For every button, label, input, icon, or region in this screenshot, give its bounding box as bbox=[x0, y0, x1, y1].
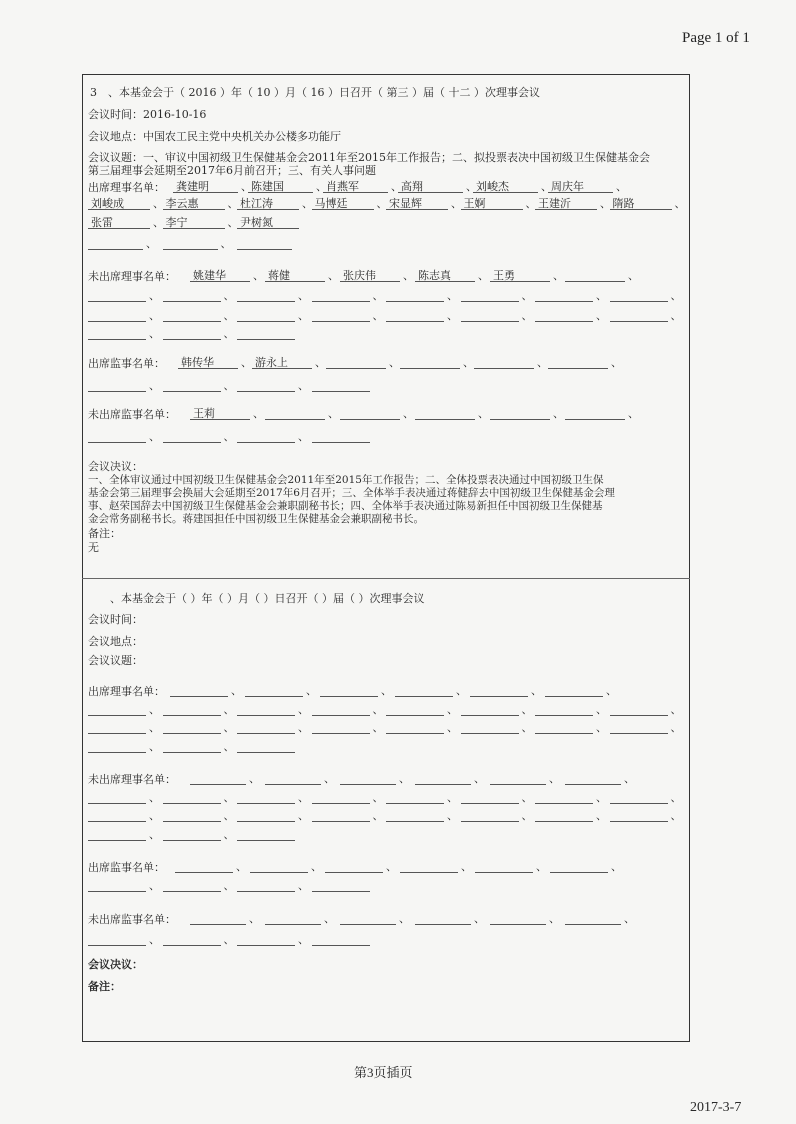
list-separator: 、 bbox=[149, 327, 160, 340]
absent-supervisor-field[interactable] bbox=[565, 913, 621, 925]
meeting1-remarks-value: 无 bbox=[88, 541, 99, 554]
absent-director-field[interactable] bbox=[88, 328, 146, 340]
list-separator: 、 bbox=[223, 721, 235, 734]
absent-supervisor-field[interactable] bbox=[265, 408, 325, 420]
meeting2-attending-directors-label: 出席理事名单： bbox=[88, 685, 165, 698]
list-separator: 、 bbox=[223, 828, 235, 841]
attending-supervisor-field[interactable] bbox=[475, 861, 533, 873]
list-separator: 、 bbox=[227, 197, 239, 210]
absent-director-field[interactable] bbox=[163, 328, 221, 340]
attending-director-field[interactable] bbox=[610, 704, 668, 716]
absent-director-field[interactable] bbox=[610, 290, 668, 302]
attending-director-field[interactable]: 李云惠 bbox=[163, 198, 225, 210]
absent-supervisor-field[interactable] bbox=[415, 408, 475, 420]
attending-supervisor-field[interactable] bbox=[250, 861, 308, 873]
section-divider bbox=[82, 578, 690, 579]
absent-director-field[interactable] bbox=[461, 310, 519, 322]
list-separator: 、 bbox=[628, 407, 639, 420]
list-separator: 、 bbox=[249, 912, 260, 925]
list-separator: 、 bbox=[447, 309, 458, 322]
attending-director-field[interactable] bbox=[312, 704, 370, 716]
list-separator: 、 bbox=[223, 809, 235, 822]
list-separator: 、 bbox=[463, 356, 474, 369]
list-separator: 、 bbox=[328, 269, 339, 282]
list-separator: 、 bbox=[298, 430, 309, 443]
attending-supervisor-field[interactable] bbox=[326, 357, 386, 369]
list-separator: 、 bbox=[536, 860, 547, 873]
list-separator: 、 bbox=[227, 216, 239, 229]
absent-director-field[interactable] bbox=[535, 290, 593, 302]
list-separator: 、 bbox=[253, 407, 264, 420]
attending-supervisor-field[interactable] bbox=[312, 380, 370, 392]
meeting1-topics-line2: 第三届理事会延期至2017年6月前召开；三、有关人事问题 bbox=[88, 164, 376, 177]
list-separator: 、 bbox=[298, 309, 309, 322]
list-separator: 、 bbox=[298, 703, 309, 716]
list-separator: 、 bbox=[223, 879, 235, 892]
meeting2-absent-directors-label: 未出席理事名单： bbox=[88, 773, 176, 786]
attending-director-field[interactable] bbox=[312, 722, 370, 734]
list-separator: 、 bbox=[324, 772, 335, 785]
absent-director-field[interactable] bbox=[565, 773, 621, 785]
list-separator: 、 bbox=[146, 237, 157, 250]
absent-director-field[interactable] bbox=[386, 290, 444, 302]
list-separator: 、 bbox=[298, 933, 309, 946]
attending-director-field[interactable]: 龚建明 bbox=[173, 181, 238, 193]
attending-director-field[interactable] bbox=[470, 685, 528, 697]
attending-supervisor-field[interactable] bbox=[175, 861, 233, 873]
insert-page-label: 第3页插页 bbox=[354, 1065, 413, 1080]
list-separator: 、 bbox=[298, 879, 309, 892]
list-separator: 、 bbox=[149, 721, 160, 734]
attending-director-field[interactable]: 刘峻杰 bbox=[473, 181, 538, 193]
list-separator: 、 bbox=[241, 356, 252, 369]
list-separator: 、 bbox=[670, 289, 682, 302]
list-separator: 、 bbox=[311, 860, 322, 873]
list-separator: 、 bbox=[328, 407, 339, 420]
list-separator: 、 bbox=[670, 809, 682, 822]
absent-director-field[interactable] bbox=[461, 290, 519, 302]
list-separator: 、 bbox=[624, 912, 635, 925]
absent-director-field[interactable]: 蒋健 bbox=[265, 270, 325, 282]
attending-supervisor-field[interactable] bbox=[237, 380, 295, 392]
absent-director-field[interactable] bbox=[237, 829, 295, 841]
absent-director-field[interactable] bbox=[237, 310, 295, 322]
attending-director-field[interactable] bbox=[535, 722, 593, 734]
absent-supervisor-field[interactable] bbox=[88, 431, 146, 443]
list-separator: 、 bbox=[596, 791, 607, 804]
absent-director-field[interactable] bbox=[88, 290, 146, 302]
list-separator: 、 bbox=[478, 269, 489, 282]
list-separator: 、 bbox=[302, 197, 313, 210]
attending-director-field[interactable]: 陈建国 bbox=[248, 181, 313, 193]
list-separator: 、 bbox=[521, 791, 533, 804]
attending-director-field[interactable] bbox=[237, 722, 295, 734]
list-separator: 、 bbox=[596, 309, 607, 322]
attending-supervisor-field[interactable] bbox=[400, 861, 458, 873]
list-separator: 、 bbox=[231, 684, 242, 697]
list-separator: 、 bbox=[521, 721, 533, 734]
list-separator: 、 bbox=[600, 197, 611, 210]
list-separator: 、 bbox=[149, 933, 160, 946]
list-separator: 、 bbox=[236, 860, 247, 873]
absent-director-field[interactable] bbox=[490, 773, 546, 785]
absent-director-field[interactable] bbox=[88, 792, 146, 804]
attending-director-field[interactable]: 李宁 bbox=[163, 217, 225, 229]
list-separator: 、 bbox=[372, 289, 384, 302]
absent-supervisor-field[interactable] bbox=[490, 408, 550, 420]
absent-director-field[interactable] bbox=[340, 773, 396, 785]
list-separator: 、 bbox=[399, 772, 410, 785]
absent-supervisor-field[interactable]: 王莉 bbox=[190, 408, 250, 420]
absent-supervisor-field[interactable] bbox=[340, 408, 400, 420]
attending-director-field[interactable] bbox=[88, 238, 143, 250]
absent-supervisor-field[interactable] bbox=[340, 913, 396, 925]
list-separator: 、 bbox=[399, 912, 410, 925]
attending-director-field[interactable] bbox=[461, 722, 519, 734]
list-separator: 、 bbox=[223, 327, 235, 340]
attending-director-field[interactable] bbox=[386, 722, 444, 734]
list-separator: 、 bbox=[298, 791, 309, 804]
list-separator: 、 bbox=[549, 912, 560, 925]
list-separator: 、 bbox=[315, 356, 326, 369]
list-separator: 、 bbox=[372, 791, 384, 804]
list-separator: 、 bbox=[306, 684, 317, 697]
absent-director-field[interactable] bbox=[312, 310, 370, 322]
list-separator: 、 bbox=[456, 684, 467, 697]
meeting1-absent-directors-label: 未出席理事名单： bbox=[88, 270, 176, 283]
list-separator: 、 bbox=[624, 772, 635, 785]
list-separator: 、 bbox=[149, 740, 160, 753]
list-separator: 、 bbox=[461, 860, 472, 873]
absent-director-field[interactable] bbox=[535, 310, 593, 322]
absent-supervisor-field[interactable] bbox=[237, 934, 295, 946]
list-separator: 、 bbox=[223, 430, 235, 443]
meeting1-header: 3 、本基金会于（ 2016 ）年（ 10 ）月（ 16 ）日召开（ 第三 ）届（ 十二 ）次理事会议 bbox=[90, 86, 540, 99]
list-separator: 、 bbox=[153, 197, 164, 210]
list-separator: 、 bbox=[451, 197, 462, 210]
attending-director-field[interactable] bbox=[245, 685, 303, 697]
absent-director-field[interactable] bbox=[565, 270, 625, 282]
absent-director-field[interactable] bbox=[163, 792, 221, 804]
attending-director-field[interactable]: 周庆年 bbox=[548, 181, 613, 193]
meeting1-resolution-line3: 事、赵荣国辞去中国初级卫生保健基金会兼职副秘书长；四、全体举手表决通过陈易新担任中国初级卫生保健基 bbox=[88, 500, 603, 512]
list-separator: 、 bbox=[386, 860, 397, 873]
absent-director-field[interactable] bbox=[237, 792, 295, 804]
meeting2-absent-supervisors-label: 未出席监事名单： bbox=[88, 913, 176, 926]
list-separator: 、 bbox=[541, 180, 552, 193]
list-separator: 、 bbox=[611, 356, 622, 369]
list-separator: 、 bbox=[149, 379, 160, 392]
list-separator: 、 bbox=[372, 309, 384, 322]
list-separator: 、 bbox=[447, 809, 458, 822]
attending-director-field[interactable] bbox=[610, 722, 668, 734]
list-separator: 、 bbox=[381, 684, 392, 697]
list-separator: 、 bbox=[628, 269, 639, 282]
attending-director-field[interactable]: 张雷 bbox=[88, 217, 150, 229]
attending-director-field[interactable] bbox=[163, 704, 221, 716]
attending-director-field[interactable] bbox=[545, 685, 603, 697]
list-separator: 、 bbox=[670, 309, 682, 322]
list-separator: 、 bbox=[298, 379, 309, 392]
attending-supervisor-field[interactable] bbox=[312, 880, 370, 892]
list-separator: 、 bbox=[149, 828, 160, 841]
absent-supervisor-field[interactable] bbox=[265, 913, 321, 925]
absent-director-field[interactable] bbox=[163, 810, 221, 822]
list-separator: 、 bbox=[447, 791, 458, 804]
list-separator: 、 bbox=[478, 407, 489, 420]
list-separator: 、 bbox=[298, 809, 309, 822]
list-separator: 、 bbox=[403, 269, 414, 282]
list-separator: 、 bbox=[525, 197, 537, 210]
absent-director-field[interactable] bbox=[88, 829, 146, 841]
list-separator: 、 bbox=[149, 791, 160, 804]
absent-director-field[interactable] bbox=[610, 792, 668, 804]
list-separator: 、 bbox=[596, 289, 607, 302]
list-separator: 、 bbox=[447, 703, 458, 716]
list-separator: 、 bbox=[670, 703, 682, 716]
list-separator: 、 bbox=[223, 703, 235, 716]
list-separator: 、 bbox=[223, 791, 235, 804]
attending-director-field[interactable]: 王建沂 bbox=[535, 198, 597, 210]
absent-director-field[interactable] bbox=[461, 810, 519, 822]
attending-supervisor-field[interactable]: 游永上 bbox=[252, 357, 312, 369]
attending-supervisor-field[interactable] bbox=[163, 880, 221, 892]
list-separator: 、 bbox=[670, 791, 682, 804]
absent-director-field[interactable] bbox=[610, 810, 668, 822]
list-separator: 、 bbox=[474, 772, 485, 785]
attending-director-field[interactable] bbox=[163, 741, 221, 753]
attending-supervisor-field[interactable] bbox=[325, 861, 383, 873]
list-separator: 、 bbox=[596, 721, 607, 734]
meeting1-resolution-line2: 基金会第三届理事会换届大会延期至2017年6月召开；三、全体举手表决通过蒋健辞去中国初级卫生保健基金会理 bbox=[88, 487, 615, 499]
absent-director-field[interactable] bbox=[415, 773, 471, 785]
attending-director-field[interactable]: 王婀 bbox=[461, 198, 523, 210]
attending-director-field[interactable] bbox=[237, 238, 292, 250]
page-number: Page 1 of 1 bbox=[682, 30, 750, 46]
attending-director-field[interactable] bbox=[386, 704, 444, 716]
absent-director-field[interactable] bbox=[237, 328, 295, 340]
absent-director-field[interactable] bbox=[535, 792, 593, 804]
absent-director-field[interactable] bbox=[163, 290, 221, 302]
absent-supervisor-field[interactable] bbox=[415, 913, 471, 925]
absent-director-field[interactable] bbox=[535, 810, 593, 822]
list-separator: 、 bbox=[403, 407, 414, 420]
list-separator: 、 bbox=[149, 809, 160, 822]
list-separator: 、 bbox=[521, 703, 533, 716]
absent-director-field[interactable] bbox=[386, 792, 444, 804]
list-separator: 、 bbox=[521, 309, 533, 322]
meeting1-remarks-label: 备注： bbox=[88, 527, 121, 540]
attending-director-field[interactable]: 杜江涛 bbox=[237, 198, 299, 210]
meeting1-topics-line1: 会议议题：一、审议中国初级卫生保健基金会2011年至2015年工作报告；二、拟投票表决中国初级卫生保健基金会 bbox=[88, 151, 650, 164]
list-separator: 、 bbox=[298, 721, 309, 734]
list-separator: 、 bbox=[389, 356, 400, 369]
attending-director-field[interactable]: 高翔 bbox=[398, 181, 463, 193]
attending-supervisor-field[interactable] bbox=[237, 880, 295, 892]
list-separator: 、 bbox=[223, 289, 235, 302]
list-separator: 、 bbox=[372, 721, 384, 734]
list-separator: 、 bbox=[324, 912, 335, 925]
attending-supervisor-field[interactable] bbox=[550, 861, 608, 873]
attending-supervisor-field[interactable] bbox=[88, 380, 146, 392]
absent-director-field[interactable] bbox=[265, 773, 321, 785]
list-separator: 、 bbox=[149, 309, 160, 322]
list-separator: 、 bbox=[376, 197, 388, 210]
list-separator: 、 bbox=[606, 684, 617, 697]
list-separator: 、 bbox=[223, 309, 235, 322]
attending-director-field[interactable] bbox=[237, 704, 295, 716]
list-separator: 、 bbox=[616, 180, 627, 193]
attending-director-field[interactable] bbox=[88, 741, 146, 753]
meeting1-attending-directors-label: 出席理事名单： bbox=[88, 181, 165, 194]
attending-director-field[interactable] bbox=[320, 685, 378, 697]
absent-supervisor-field[interactable] bbox=[490, 913, 546, 925]
absent-director-field[interactable] bbox=[163, 829, 221, 841]
attending-director-field[interactable] bbox=[88, 704, 146, 716]
attending-director-field[interactable]: 隋路 bbox=[610, 198, 672, 210]
attending-director-field[interactable] bbox=[535, 704, 593, 716]
meeting1-location: 会议地点：中国农工民主党中央机关办公楼多功能厅 bbox=[88, 130, 341, 143]
list-separator: 、 bbox=[241, 180, 252, 193]
list-separator: 、 bbox=[223, 933, 235, 946]
list-separator: 、 bbox=[670, 721, 682, 734]
attending-director-field[interactable] bbox=[163, 722, 221, 734]
list-separator: 、 bbox=[447, 721, 458, 734]
list-separator: 、 bbox=[153, 216, 164, 229]
absent-supervisor-field[interactable] bbox=[163, 934, 221, 946]
list-separator: 、 bbox=[474, 912, 485, 925]
absent-director-field[interactable] bbox=[237, 290, 295, 302]
list-separator: 、 bbox=[149, 703, 160, 716]
list-separator: 、 bbox=[596, 703, 607, 716]
absent-supervisor-field[interactable] bbox=[565, 408, 625, 420]
list-separator: 、 bbox=[149, 879, 160, 892]
absent-director-field[interactable] bbox=[312, 810, 370, 822]
absent-director-field[interactable]: 张庆伟 bbox=[340, 270, 400, 282]
absent-supervisor-field[interactable] bbox=[237, 431, 295, 443]
list-separator: 、 bbox=[521, 809, 533, 822]
absent-director-field[interactable] bbox=[312, 792, 370, 804]
absent-supervisor-field[interactable] bbox=[312, 431, 370, 443]
attending-supervisor-field[interactable] bbox=[548, 357, 608, 369]
absent-director-field[interactable]: 陈志真 bbox=[415, 270, 475, 282]
list-separator: 、 bbox=[253, 269, 264, 282]
absent-director-field[interactable] bbox=[386, 810, 444, 822]
list-separator: 、 bbox=[531, 684, 542, 697]
list-separator: 、 bbox=[521, 289, 533, 302]
list-separator: 、 bbox=[447, 289, 458, 302]
list-separator: 、 bbox=[149, 430, 160, 443]
meeting1-resolution-label: 会议决议： bbox=[88, 460, 143, 473]
attending-supervisor-field[interactable] bbox=[400, 357, 460, 369]
meeting2-remarks-label: 备注： bbox=[88, 980, 121, 993]
meeting1-absent-supervisors-label: 未出席监事名单： bbox=[88, 408, 176, 421]
attending-supervisor-field[interactable] bbox=[474, 357, 534, 369]
meeting1-attending-supervisors-label: 出席监事名单： bbox=[88, 357, 165, 370]
list-separator: 、 bbox=[674, 197, 686, 210]
absent-supervisor-field[interactable] bbox=[312, 934, 370, 946]
attending-supervisor-field[interactable] bbox=[88, 880, 146, 892]
meeting1-resolution-line4: 金会常务副秘书长。蒋建国担任中国初级卫生保健基金会兼职副秘书长。 bbox=[88, 513, 424, 525]
attending-director-field[interactable]: 马博廷 bbox=[312, 198, 374, 210]
absent-director-field[interactable]: 姚建华 bbox=[190, 270, 250, 282]
meeting1-time: 会议时间：2016-10-16 bbox=[88, 108, 207, 121]
absent-director-field[interactable] bbox=[163, 310, 221, 322]
absent-supervisor-field[interactable] bbox=[88, 934, 146, 946]
list-separator: 、 bbox=[553, 407, 564, 420]
attending-director-field[interactable] bbox=[395, 685, 453, 697]
list-separator: 、 bbox=[223, 379, 235, 392]
attending-director-field[interactable] bbox=[163, 238, 218, 250]
list-separator: 、 bbox=[537, 356, 548, 369]
absent-director-field[interactable] bbox=[88, 810, 146, 822]
list-separator: 、 bbox=[553, 269, 564, 282]
attending-director-field[interactable]: 肖燕军 bbox=[323, 181, 388, 193]
absent-director-field[interactable] bbox=[461, 792, 519, 804]
list-separator: 、 bbox=[298, 289, 309, 302]
attending-director-field[interactable] bbox=[170, 685, 228, 697]
list-separator: 、 bbox=[391, 180, 402, 193]
absent-supervisor-field[interactable] bbox=[190, 913, 246, 925]
attending-director-field[interactable]: 刘峻成 bbox=[88, 198, 150, 210]
absent-director-field[interactable] bbox=[237, 810, 295, 822]
meeting2-resolution-label: 会议决议： bbox=[88, 958, 143, 971]
meeting2-location-label: 会议地点： bbox=[88, 635, 143, 648]
list-separator: 、 bbox=[316, 180, 327, 193]
meeting2-attending-supervisors-label: 出席监事名单： bbox=[88, 861, 165, 874]
absent-supervisor-field[interactable] bbox=[163, 431, 221, 443]
attending-director-field[interactable] bbox=[88, 722, 146, 734]
absent-director-field[interactable] bbox=[386, 310, 444, 322]
attending-supervisor-field[interactable]: 韩传华 bbox=[178, 357, 238, 369]
list-separator: 、 bbox=[372, 809, 384, 822]
absent-director-field[interactable] bbox=[88, 310, 146, 322]
meeting1-resolution-line1: 一、全体审议通过中国初级卫生保健基金会2011年至2015年工作报告；二、全体投票表决通过中国初级卫生保 bbox=[88, 474, 604, 486]
list-separator: 、 bbox=[249, 772, 260, 785]
list-separator: 、 bbox=[223, 740, 235, 753]
meeting2-topics-label: 会议议题： bbox=[88, 654, 143, 667]
list-separator: 、 bbox=[149, 289, 160, 302]
document-date: 2017-3-7 bbox=[690, 1100, 742, 1115]
attending-director-field[interactable]: 宋显辉 bbox=[386, 198, 448, 210]
attending-supervisor-field[interactable] bbox=[163, 380, 221, 392]
attending-director-field[interactable]: 尹树氮 bbox=[237, 217, 299, 229]
list-separator: 、 bbox=[596, 809, 607, 822]
list-separator: 、 bbox=[220, 237, 232, 250]
list-separator: 、 bbox=[372, 703, 384, 716]
absent-director-field[interactable] bbox=[312, 290, 370, 302]
meeting2-header: 、本基金会于（ ）年（ ）月（ ）日召开（ ）届（ ）次理事会议 bbox=[110, 592, 425, 605]
list-separator: 、 bbox=[549, 772, 560, 785]
absent-director-field[interactable] bbox=[610, 310, 668, 322]
list-separator: 、 bbox=[611, 860, 622, 873]
absent-director-field[interactable] bbox=[190, 773, 246, 785]
list-separator: 、 bbox=[466, 180, 477, 193]
absent-director-field[interactable]: 王勇 bbox=[490, 270, 550, 282]
attending-director-field[interactable] bbox=[237, 741, 295, 753]
attending-director-field[interactable] bbox=[461, 704, 519, 716]
meeting2-time-label: 会议时间： bbox=[88, 613, 143, 626]
